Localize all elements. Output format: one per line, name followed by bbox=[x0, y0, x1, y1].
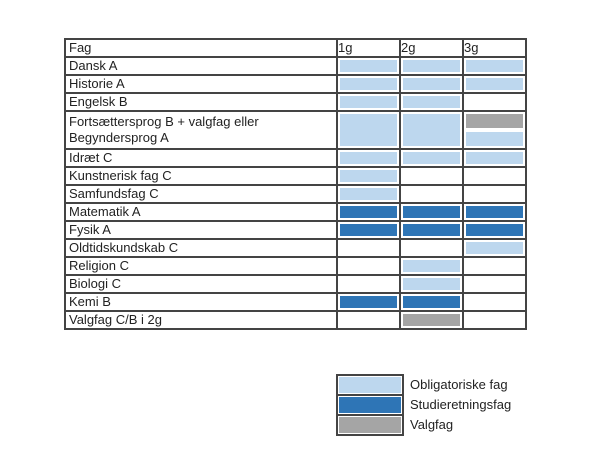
cell-fill-studieretning bbox=[403, 224, 460, 236]
subject-label: Engelsk B bbox=[65, 93, 337, 111]
cell-fill-obligatorisk bbox=[403, 114, 460, 146]
subject-label: Valgfag C/B i 2g bbox=[65, 311, 337, 329]
subject-label: Oldtidskundskab C bbox=[65, 239, 337, 257]
header-year-2g: 2g bbox=[400, 39, 463, 57]
subject-label: Dansk A bbox=[65, 57, 337, 75]
year-cell-1g bbox=[337, 311, 400, 329]
year-cell-3g bbox=[463, 257, 526, 275]
header-row bbox=[65, 39, 526, 57]
subject-label bbox=[65, 111, 337, 149]
year-cell-1g bbox=[337, 75, 400, 93]
year-cell-1g bbox=[337, 203, 400, 221]
table-row bbox=[65, 149, 526, 167]
cell-fill-obligatorisk bbox=[466, 132, 523, 146]
legend-label: Valgfag bbox=[410, 417, 454, 432]
year-cell-3g bbox=[463, 149, 526, 167]
subject-label: Fysik A bbox=[65, 221, 337, 239]
subject-label: Biologi C bbox=[65, 275, 337, 293]
legend-swatch-valgfag bbox=[337, 415, 403, 435]
year-cell-1g bbox=[337, 111, 400, 149]
cell-fill-obligatorisk bbox=[340, 114, 397, 146]
cell-fill-valgfag bbox=[466, 114, 523, 128]
cell-fill-studieretning bbox=[340, 296, 397, 308]
subject-label: Samfundsfag C bbox=[65, 185, 337, 203]
legend-swatch-studieretning bbox=[337, 395, 403, 415]
cell-fill-obligatorisk bbox=[466, 242, 523, 254]
legend-label: Studieretningsfag bbox=[410, 397, 512, 412]
subject-label: Religion C bbox=[65, 257, 337, 275]
year-cell-2g bbox=[400, 167, 463, 185]
table-row bbox=[65, 167, 526, 185]
cell-fill-obligatorisk bbox=[340, 96, 397, 108]
legend-body bbox=[337, 375, 512, 435]
cell-fill-studieretning bbox=[466, 224, 523, 236]
year-cell-2g bbox=[400, 149, 463, 167]
legend-item bbox=[337, 375, 512, 395]
year-cell-1g bbox=[337, 257, 400, 275]
year-cell-3g bbox=[463, 185, 526, 203]
legend-swatch-fill bbox=[339, 417, 401, 433]
year-cell-1g bbox=[337, 293, 400, 311]
table-row bbox=[65, 57, 526, 75]
header-year-3g: 3g bbox=[463, 39, 526, 57]
subject-label-line: Begyndersprog A bbox=[69, 130, 169, 145]
table-row bbox=[65, 93, 526, 111]
year-cell-2g bbox=[400, 93, 463, 111]
subject-label-line: Fortsættersprog B + valgfag eller bbox=[69, 114, 259, 129]
year-cell-1g bbox=[337, 57, 400, 75]
year-cell-3g bbox=[463, 111, 526, 149]
year-cell-2g bbox=[400, 257, 463, 275]
legend bbox=[336, 374, 513, 436]
year-cell-1g bbox=[337, 221, 400, 239]
cell-fill-obligatorisk bbox=[340, 188, 397, 200]
year-cell-1g bbox=[337, 185, 400, 203]
year-cell-3g bbox=[463, 167, 526, 185]
subject-label: Historie A bbox=[65, 75, 337, 93]
legend-swatch-fill bbox=[339, 377, 401, 393]
cell-fill-obligatorisk bbox=[340, 152, 397, 164]
year-cell-2g bbox=[400, 185, 463, 203]
cell-fill-obligatorisk bbox=[340, 170, 397, 182]
cell-fill-studieretning bbox=[340, 224, 397, 236]
year-cell-3g bbox=[463, 293, 526, 311]
year-cell-3g bbox=[463, 57, 526, 75]
cell-fill-obligatorisk bbox=[466, 152, 523, 164]
cell-fill-obligatorisk bbox=[403, 60, 460, 72]
year-cell-2g bbox=[400, 221, 463, 239]
table-row bbox=[65, 111, 526, 149]
legend-label: Obligatoriske fag bbox=[410, 377, 508, 392]
year-cell-3g bbox=[463, 203, 526, 221]
cell-fill-obligatorisk bbox=[403, 260, 460, 272]
table-row bbox=[65, 185, 526, 203]
year-cell-2g bbox=[400, 311, 463, 329]
cell-fill-obligatorisk bbox=[466, 60, 523, 72]
subject-table-body bbox=[65, 39, 526, 329]
cell-fill-studieretning bbox=[340, 206, 397, 218]
cell-fill-studieretning bbox=[403, 296, 460, 308]
year-cell-2g bbox=[400, 203, 463, 221]
year-cell-1g bbox=[337, 149, 400, 167]
subject-label: Idræt C bbox=[65, 149, 337, 167]
year-cell-1g bbox=[337, 275, 400, 293]
cell-fill-obligatorisk bbox=[403, 96, 460, 108]
year-cell-1g bbox=[337, 239, 400, 257]
cell-fill-obligatorisk bbox=[403, 278, 460, 290]
year-cell-1g bbox=[337, 167, 400, 185]
table-row bbox=[65, 311, 526, 329]
year-cell-3g bbox=[463, 239, 526, 257]
cell-fill-studieretning bbox=[466, 206, 523, 218]
cell-fill-obligatorisk bbox=[403, 78, 460, 90]
legend-item bbox=[337, 395, 512, 415]
year-cell-2g bbox=[400, 239, 463, 257]
cell-fill-obligatorisk bbox=[340, 60, 397, 72]
legend-swatch-obligatorisk bbox=[337, 375, 403, 395]
subject-label: Kunstnerisk fag C bbox=[65, 167, 337, 185]
year-cell-3g bbox=[463, 221, 526, 239]
year-cell-2g bbox=[400, 57, 463, 75]
year-cell-3g bbox=[463, 75, 526, 93]
legend-item bbox=[337, 415, 512, 435]
subject-table bbox=[64, 38, 527, 330]
year-cell-1g bbox=[337, 93, 400, 111]
header-year-1g: 1g bbox=[337, 39, 400, 57]
table-row bbox=[65, 75, 526, 93]
table-row bbox=[65, 293, 526, 311]
subject-label: Matematik A bbox=[65, 203, 337, 221]
header-fag: Fag bbox=[65, 39, 337, 57]
table-row bbox=[65, 203, 526, 221]
year-cell-2g bbox=[400, 111, 463, 149]
cell-fill-studieretning bbox=[403, 206, 460, 218]
table-row bbox=[65, 239, 526, 257]
year-cell-2g bbox=[400, 275, 463, 293]
cell-fill-obligatorisk bbox=[403, 152, 460, 164]
year-cell-2g bbox=[400, 293, 463, 311]
year-cell-3g bbox=[463, 93, 526, 111]
legend-swatch-fill bbox=[339, 397, 401, 413]
year-cell-3g bbox=[463, 311, 526, 329]
subject-label: Kemi B bbox=[65, 293, 337, 311]
year-cell-3g bbox=[463, 275, 526, 293]
cell-fill-obligatorisk bbox=[340, 78, 397, 90]
year-cell-2g bbox=[400, 75, 463, 93]
cell-fill-obligatorisk bbox=[466, 78, 523, 90]
cell-fill-valgfag bbox=[403, 314, 460, 326]
table-row bbox=[65, 275, 526, 293]
table-row bbox=[65, 257, 526, 275]
table-row bbox=[65, 221, 526, 239]
